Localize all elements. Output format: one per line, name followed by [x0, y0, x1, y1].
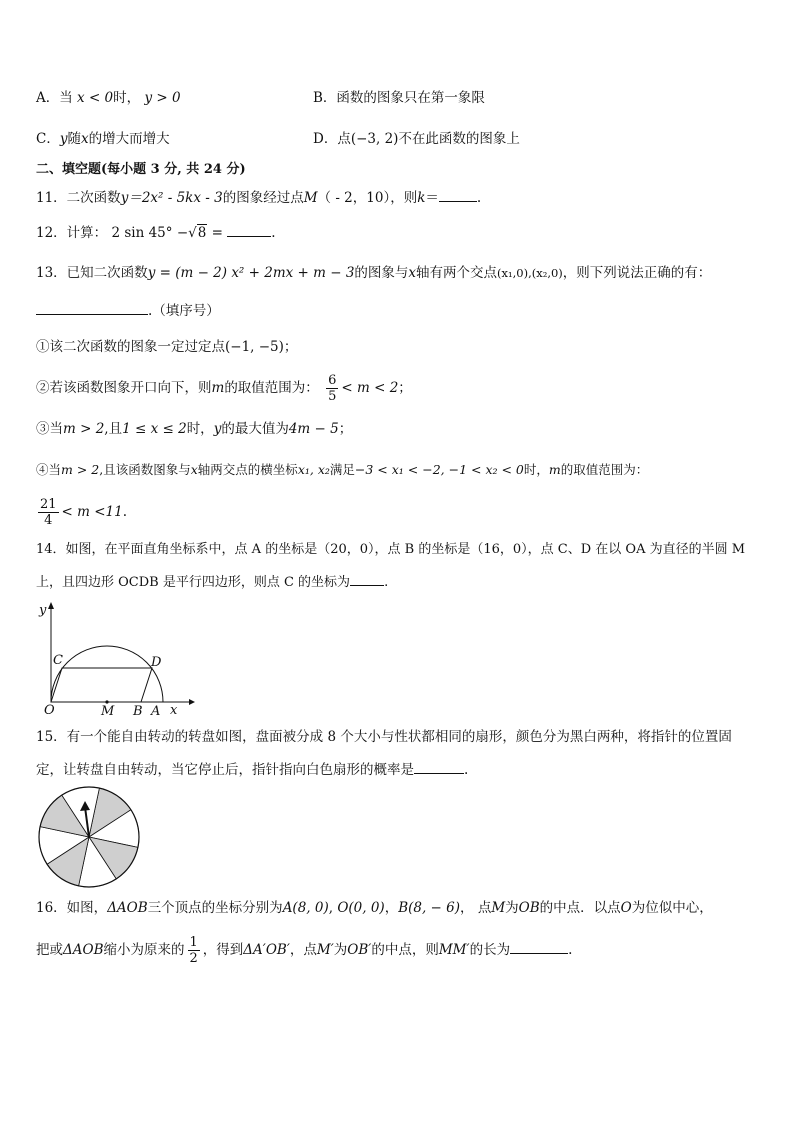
- answer-blank[interactable]: [439, 187, 477, 202]
- question-15: 15．有一个能自由转动的转盘如图，盘面被分成 8 个大小与性状都相同的扇形，颜色分为黑白两种，将指针的位置固: [36, 729, 732, 745]
- y-axis-label: y: [39, 603, 47, 618]
- fraction: $\frac{21}{4}$: [40, 497, 57, 528]
- question-13-line2: .（填序号）: [36, 300, 220, 321]
- answer-blank[interactable]: [227, 222, 271, 237]
- statement-4: ④当m > 2,且该函数图象与x轴两交点的横坐标x₁, x₂满足−3 < x₁ < −2, −1 < x₂ < 0时，m的取值范围为：: [36, 462, 649, 477]
- sqrt-symbol: √: [188, 225, 197, 241]
- question-15-line2: 定，让转盘自由转动，当它停止后，指针指向白色扇形的概率是 .: [36, 759, 468, 780]
- fraction: $\frac{1}{2}$: [189, 935, 198, 966]
- label-d: D: [151, 655, 162, 670]
- fraction: $\frac{6}{5}$: [328, 373, 337, 404]
- y-axis-arrow: [48, 602, 54, 609]
- semicircle-arc: [51, 646, 163, 702]
- option-d[interactable]: D．点(−3, 2)不在此函数的图象上: [313, 131, 520, 147]
- question-14-line2: 上，且四边形 OCDB 是平行四边形，则点 C 的坐标为 .: [36, 571, 388, 593]
- label-b: B: [133, 704, 143, 719]
- parallelogram-ocdb: [51, 668, 152, 702]
- section-title: 二、填空题(每小题 3 分, 共 24 分): [36, 162, 246, 177]
- label-c: C: [53, 653, 63, 668]
- label-m: M: [101, 704, 115, 719]
- question-11: 11．二次函数y＝2x² - 5kx - 3的图象经过点M（ - 2，10），则k＝ .: [36, 187, 481, 208]
- option-a[interactable]: A．当 x < 0时， y > 0: [36, 90, 181, 106]
- option-c[interactable]: C．y随x的增大而增大: [36, 131, 170, 147]
- statement-2: ②若该函数图象开口向下，则m的取值范围为： $\frac{6}{5}$ < m < 2；: [36, 373, 412, 404]
- semicircle-figure: [34, 598, 194, 718]
- option-b[interactable]: B．函数的图象只在第一象限: [313, 90, 485, 106]
- statement-1: ①该二次函数的图象一定过定点(−1, −5)；: [36, 339, 298, 355]
- question-14: 14．如图，在平面直角坐标系中，点 A 的坐标是（20，0），点 B 的坐标是（16，0），点 C、D 在以 OA 为直径的半圆 M: [36, 542, 746, 557]
- spinner-figure: [37, 785, 141, 889]
- answer-blank[interactable]: [36, 300, 148, 315]
- label-a: A: [151, 704, 161, 719]
- question-13: 13．已知二次函数y = (m − 2) x² + 2mx + m − 3的图象与x轴有两个交点(x₁,0),(x₂,0)，则下列说法正确的有：: [36, 265, 712, 281]
- answer-blank[interactable]: [350, 571, 384, 586]
- statement-3: ③当m > 2,且1 ≤ x ≤ 2时，y的最大值为4m − 5；: [36, 421, 353, 437]
- label-o: O: [44, 703, 55, 718]
- answer-blank[interactable]: [510, 939, 568, 954]
- question-16-line2: 把或ΔAOB缩小为原来的 $\frac{1}{2}$ ，得到ΔA′OB′，点M′为OB′的中点，则MM′的长为 .: [36, 935, 573, 966]
- answer-blank[interactable]: [414, 759, 464, 774]
- question-12: 12．计算： 2 sin 45° −√8 = .: [36, 222, 276, 243]
- question-16: 16．如图，ΔAOB三个顶点的坐标分别为A(8, 0), O(0, 0)，B(8, − 6)， 点M为OB的中点．以点O为位似中心，: [36, 900, 713, 916]
- statement-4-range: $\frac{21}{4}$ < m <11.: [40, 497, 128, 528]
- x-axis-label: x: [170, 703, 178, 718]
- x-axis-arrow: [189, 699, 195, 705]
